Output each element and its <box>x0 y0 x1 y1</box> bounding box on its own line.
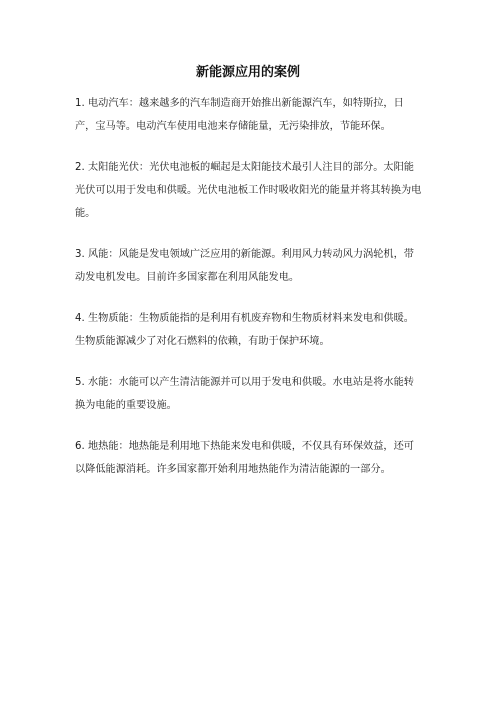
case-list <box>75 92 423 499</box>
case-item-biomass-energy: 4. 生物质能：生物质能指的是利用有机废弃物和生物质材料来发电和供暖。生物质能源减少了对化石燃料的依赖，有助于保护环境。 <box>75 313 414 347</box>
case-item-hydro-energy: 5. 水能：水能可以产生清洁能源并可以用于发电和供暖。水电站是将水能转换为电能的重要设施。 <box>75 377 414 411</box>
case-item-solar-photovoltaic: 2. 太阳能光伏：光伏电池板的崛起是太阳能技术最引人注目的部分。太阳能光伏可以用于发电和供暖。光伏电池板工作时吸收阳光的能量并将其转换为电能。 <box>75 162 422 219</box>
case-item-wind-energy: 3. 风能：风能是发电领域广泛应用的新能源。利用风力转动风力涡轮机，带动发电机发电。目前许多国家都在利用风能发电。 <box>75 249 414 283</box>
case-item-geothermal-energy: 6. 地热能：地热能是利用地下热能来发电和供暖，不仅具有环保效益，还可以降低能源消耗。许多国家都开始利用地热能作为清洁能源的一部分。 <box>75 441 414 475</box>
case-item-electric-vehicles: 1. 电动汽车：越来越多的汽车制造商开始推出新能源汽车，如特斯拉，日产，宝马等。电动汽车使用电池来存储能量，无污染排放，节能环保。 <box>75 98 404 132</box>
document-title: 新能源应用的案例 <box>195 65 300 80</box>
